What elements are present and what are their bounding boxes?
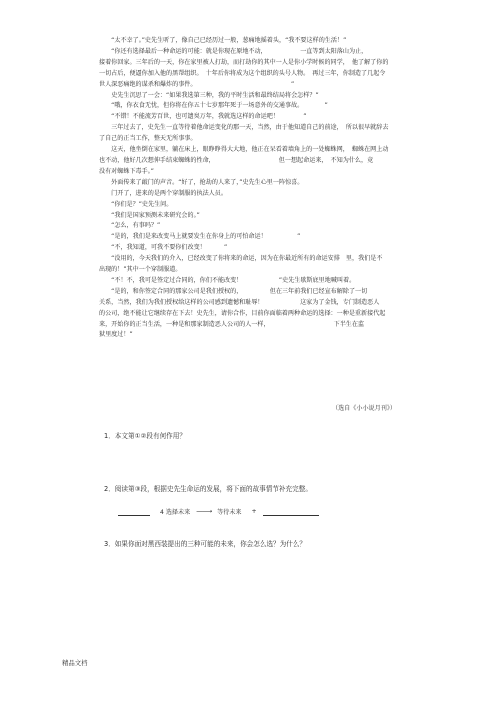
story-line: 没有对蜘蛛下毒手。” [99,167,154,175]
story-line: “是的，和你签定合同的那家公司是我们授权的， 但在三年前我们已经宣布解除了一切 [99,287,368,295]
story-line: “你还有选择最后一种命运的可能：就是你现在原地不动， 一直等到太阳落山为止， [99,47,368,55]
fill-label-choose: 4 选择未来 [160,509,191,516]
story-line: 外面传来了敲门的声音。“好了，抢劫的人来了，”史先生心里一阵惊喜。 [99,178,304,186]
story-line: 狱里度过！” [99,331,133,339]
story-line: 这天，他坐倒在家里，躺在床上，眼睁睁得大大地，他正在呆看着墙角上的一处蜘蛛网， 蜘蛛在网上动 [99,146,389,154]
story-line: “你们是？”史先生问。 [99,200,173,208]
page-footer: 精品文档 [62,659,88,667]
story-text [99,36,419,341]
story-line: 门开了，进来的是两个穿制服的执法人员。 [99,189,227,197]
story-source: （选自《小小说月刊》） [332,405,396,412]
story-line: “我们是国家预测未来研究会的。” [99,211,200,219]
story-line: “不，我知道，可我不要你们改变！ ” [99,244,228,252]
question-2: 2．阅读第③段，根据史先生命运的发展，将下面的故事情节补充完整。 [104,485,312,493]
question-3: 3．如果你面对黑西装提出的三种可能的未来，你会怎么选？为什么？ [104,540,307,548]
story-line: “不！不，我可是签定过合同的，你们不能改变！ ”史先生歇斯底里地喊叫着。 [99,276,356,284]
answer-blank-1[interactable] [118,508,150,516]
question-1: 1．本文第①②段有何作用？ [104,432,186,440]
arrow-icon: ---------→ [196,508,212,515]
story-line: “哦，你衣食无忧，但你将在你五十七岁那年死于一场意外的交通事故。 ” [99,102,328,110]
plus-sign: + [251,508,257,515]
story-line: 史先生沉思了一会：“如果我选第三种，我的平时生活和最终结局将会怎样？” [99,91,319,99]
story-line: 也不动，他好几次想伸手结束蜘蛛的性命， 但一想起命运来， 不知为什么，竟 [99,156,374,164]
story-line: “怎么，有事吗？” [99,222,161,230]
story-line: 接着你回家。三年后的一天，你在家里被人打劫，而打劫你的其中一人是你小学时候的同学， 他了解了你的 [99,58,389,66]
story-line: “没用的，今天我们的介入，已经改变了你将来的命运，因为在你最近所有的命运安排 里，我们是不 [99,255,383,263]
story-line: 了自己的正当工作，整天无所事事。 [99,135,197,143]
story-line: “太不幸了。”史先生听了，像自己已经历过一般，葱痛地摇着头，“我不要这样的生活！” [99,37,347,44]
story-line: 三年过去了，史先生一直等待着他命运变化的那一天，当然，由于他知道自己的前途， 所以很早就辞去 [99,124,389,132]
story-line: “是的，我们是来改变马上就要发生在你身上的可怕命运！ ” [99,233,301,241]
answer-blank-2[interactable] [263,508,319,516]
story-line: 一切占后，便逼你加入他的黑帮组织。 十年后你将成为这个组织的头号人物。 再过三年，你制造了几起令 [99,69,386,77]
story-line: “不错！不能流芳百世，也可遗臭万年，我就选这样的命运吧！ ” [99,113,307,121]
story-line: 出现的！”其中一个穿制服道。 [99,266,182,274]
fill-label-wait: 等待未来 [217,509,242,516]
plot-fill-in-row [118,507,319,516]
story-line: 的公司，绝不能让它继续存在下去！史先生，请你合作，目前你面临着两种命运的选择：一种是重新接代起 [99,309,386,317]
story-line: 世人深恶痛绝的谋杀和爆炸的事件。 ” [99,80,295,88]
story-line: 来，开始你的正当生活，一种是和那家制造恶人公司的人一样， 下半生在监 [99,320,365,328]
story-line: 关系，当然，我们为我们授权给这样的公司感到遗憾和耻辱！ 这家为了金钱，专门制造恶人 [99,298,380,306]
